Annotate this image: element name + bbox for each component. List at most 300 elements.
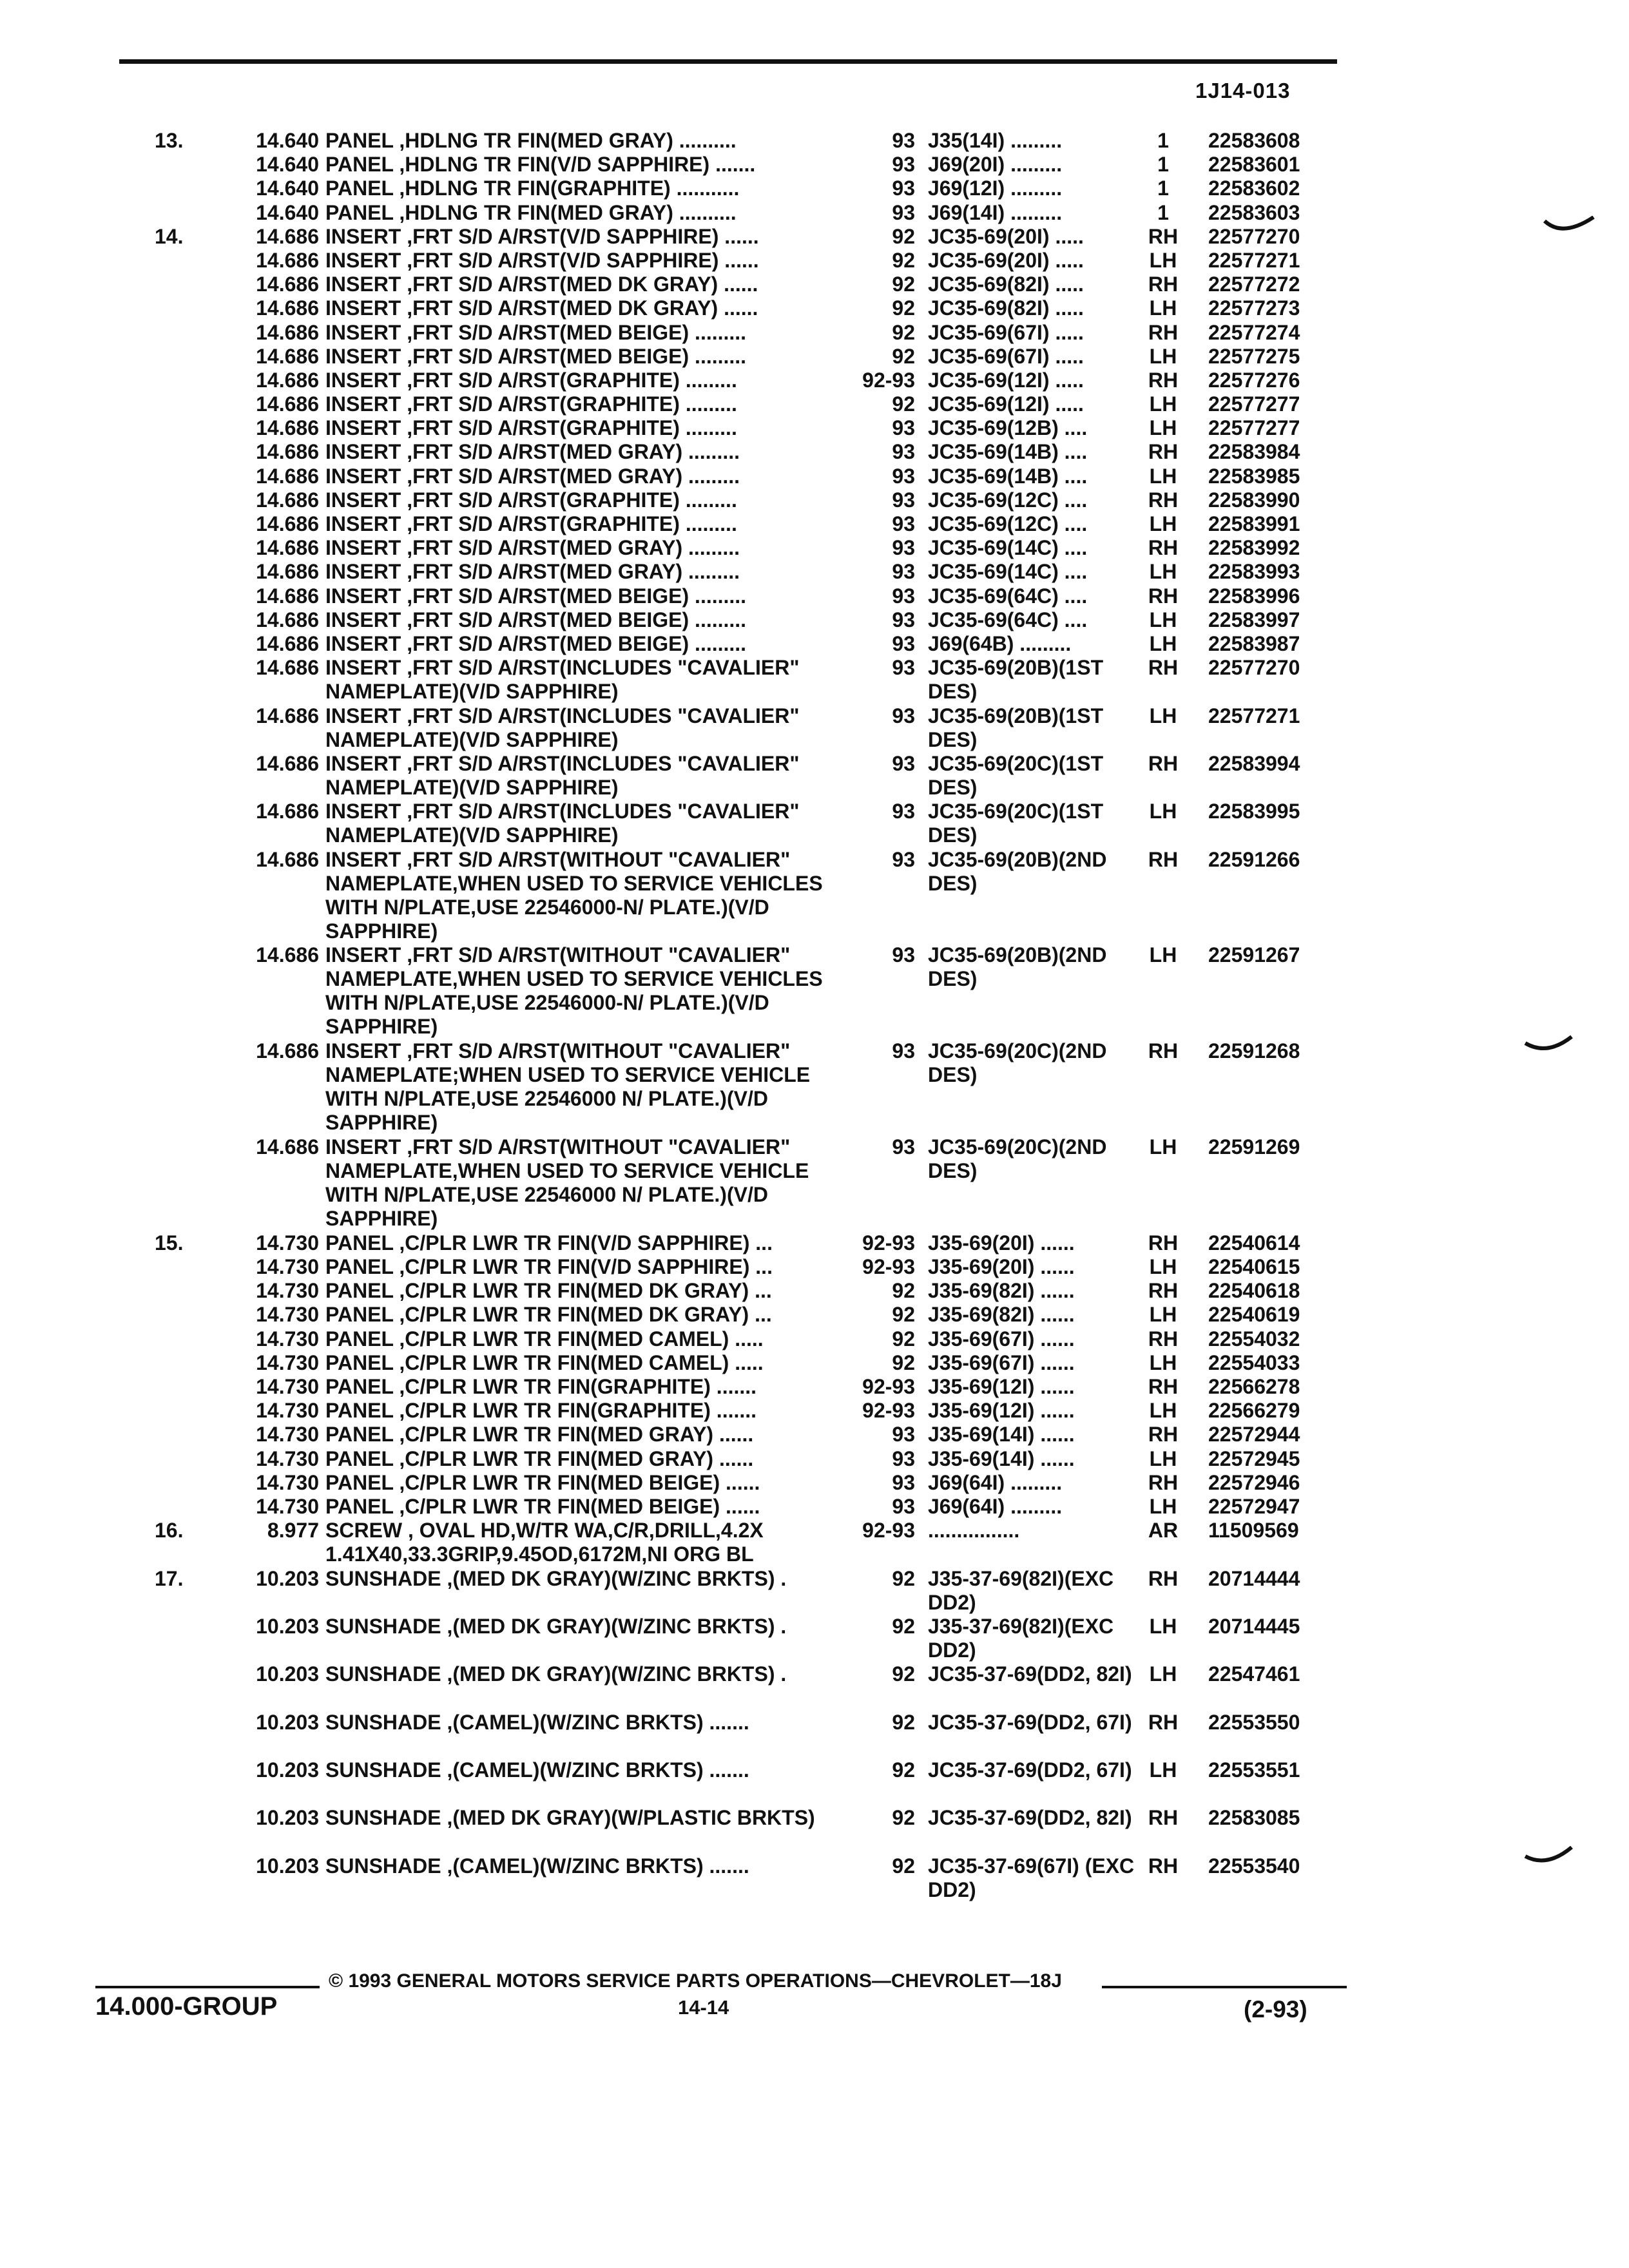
- part-number: 22583603: [1208, 200, 1300, 224]
- model-code: JC35-69(82I) .....: [928, 296, 1084, 320]
- group-number: 14.730: [256, 1231, 319, 1254]
- part-number: 22577270: [1208, 656, 1300, 680]
- table-row: [0, 1255, 1629, 1279]
- part-number: 22577271: [1208, 704, 1300, 727]
- part-description: SCREW , OVAL HD,W/TR WA,C/R,DRILL,4.2X 1.41X40,33.3GRIP,9.45OD,6172M,NI ORG BL: [325, 1519, 764, 1566]
- group-number: 14.730: [256, 1494, 319, 1518]
- part-number: 22583992: [1208, 536, 1300, 560]
- model-code: JC35-69(20B)(1ST DES): [928, 704, 1104, 751]
- part-number: 22591266: [1208, 847, 1300, 871]
- model-year: 93: [892, 1446, 915, 1470]
- table-row: [0, 1662, 1629, 1710]
- group-number: 14.686: [256, 1135, 319, 1159]
- quantity-side: LH: [1149, 1614, 1177, 1638]
- group-number: 14.640: [256, 129, 319, 152]
- part-number: 22591268: [1208, 1039, 1300, 1063]
- table-row: [0, 1471, 1629, 1495]
- model-year: 92: [892, 392, 915, 416]
- group-number: 14.730: [256, 1375, 319, 1398]
- quantity-side: RH: [1148, 536, 1179, 560]
- model-code: J35-69(12I) ......: [928, 1375, 1075, 1398]
- model-code: JC35-37-69(DD2, 67I): [928, 1710, 1132, 1734]
- quantity-side: RH: [1148, 488, 1179, 512]
- model-code: JC35-69(20C)(1ST DES): [928, 751, 1104, 799]
- part-number: 22540618: [1208, 1279, 1300, 1303]
- item-ref-number: 15.: [155, 1231, 184, 1254]
- model-code: JC35-69(20B)(2ND DES): [928, 943, 1107, 991]
- quantity-side: LH: [1149, 296, 1177, 320]
- model-code: J35-69(14I) ......: [928, 1423, 1075, 1446]
- model-code: JC35-69(14C) ....: [928, 560, 1088, 584]
- part-description: PANEL ,C/PLR LWR TR FIN(MED DK GRAY) ...: [325, 1279, 772, 1303]
- table-row: [0, 656, 1629, 704]
- quantity-side: LH: [1149, 1662, 1177, 1686]
- part-number: 20714444: [1208, 1566, 1300, 1590]
- table-row: [0, 608, 1629, 632]
- model-code: JC35-69(14B) ....: [928, 464, 1088, 488]
- table-row: [0, 1447, 1629, 1471]
- quantity-side: RH: [1148, 320, 1179, 344]
- model-code: JC35-69(67I) .....: [928, 344, 1084, 368]
- model-year: 93: [892, 177, 915, 200]
- part-description: SUNSHADE ,(CAMEL)(W/ZINC BRKTS) .......: [325, 1854, 749, 1878]
- table-row: [0, 943, 1629, 1039]
- group-number: 14.686: [256, 224, 319, 248]
- part-description: INSERT ,FRT S/D A/RST(GRAPHITE) .........: [325, 512, 737, 535]
- model-year: 92: [892, 1710, 915, 1734]
- part-description: INSERT ,FRT S/D A/RST(INCLUDES "CAVALIER" NAMEPLATE)(V/D SAPPHIRE): [325, 704, 800, 751]
- model-year: 93: [892, 129, 915, 152]
- model-year: 92-93: [862, 1519, 915, 1542]
- part-description: PANEL ,C/PLR LWR TR FIN(V/D SAPPHIRE) ...: [325, 1231, 773, 1254]
- page-number: 14-14: [678, 1996, 729, 2019]
- quantity-side: LH: [1149, 608, 1177, 631]
- part-description: INSERT ,FRT S/D A/RST(WITHOUT "CAVALIER" NAMEPLATE;WHEN USED TO SERVICE VEHICLE WITH N/PLATE,USE 22546000 N/ PLATE.)(V/D SAPPHIRE): [325, 1039, 811, 1135]
- part-number: 22583608: [1208, 129, 1300, 152]
- quantity-side: RH: [1148, 1375, 1179, 1398]
- part-description: INSERT ,FRT S/D A/RST(MED GRAY) .........: [325, 560, 740, 584]
- group-number: 14.640: [256, 177, 319, 200]
- part-number: 22540614: [1208, 1231, 1300, 1254]
- part-description: PANEL ,C/PLR LWR TR FIN(MED CAMEL) .....: [325, 1350, 764, 1374]
- model-year: 93: [892, 512, 915, 535]
- table-row: [0, 1615, 1629, 1662]
- table-row: [0, 296, 1629, 320]
- group-number: 14.686: [256, 248, 319, 272]
- table-row: [0, 752, 1629, 800]
- part-description: PANEL ,HDLNG TR FIN(MED GRAY) ..........: [325, 129, 737, 152]
- model-year: 93: [892, 584, 915, 608]
- quantity-side: RH: [1148, 1566, 1179, 1590]
- group-number: 14.686: [256, 320, 319, 344]
- model-code: JC35-69(67I) .....: [928, 320, 1084, 344]
- group-number: 14.686: [256, 1039, 319, 1063]
- part-number: 22540619: [1208, 1303, 1300, 1327]
- table-row: [0, 1231, 1629, 1255]
- part-number: 22553540: [1208, 1854, 1300, 1878]
- part-number: 20714445: [1208, 1614, 1300, 1638]
- model-year: 93: [892, 1135, 915, 1159]
- table-row: [0, 345, 1629, 369]
- date-code: (2-93): [1244, 1996, 1307, 2023]
- part-description: SUNSHADE ,(MED DK GRAY)(W/ZINC BRKTS) .: [325, 1662, 787, 1686]
- group-number: 14.686: [256, 296, 319, 320]
- model-code: J35-69(20I) ......: [928, 1255, 1075, 1279]
- quantity-side: 1: [1157, 153, 1169, 177]
- model-code: J35-37-69(82I)(EXC DD2): [928, 1614, 1114, 1662]
- model-code: JC35-37-69(DD2, 82I): [928, 1806, 1132, 1830]
- model-code: JC35-37-69(DD2, 82I): [928, 1662, 1132, 1686]
- table-row: [0, 1375, 1629, 1399]
- model-code: J69(64I) .........: [928, 1470, 1063, 1494]
- model-year: 93: [892, 560, 915, 584]
- model-year: 93: [892, 656, 915, 680]
- model-code: J35-37-69(82I)(EXC DD2): [928, 1566, 1114, 1614]
- table-row: [0, 1854, 1629, 1902]
- group-number: 14.686: [256, 943, 319, 967]
- model-year: 92: [892, 296, 915, 320]
- table-row: [0, 177, 1629, 200]
- part-description: PANEL ,C/PLR LWR TR FIN(MED BEIGE) ......: [325, 1494, 760, 1518]
- part-description: PANEL ,HDLNG TR FIN(GRAPHITE) ...........: [325, 177, 740, 200]
- part-number: 22547461: [1208, 1662, 1300, 1686]
- quantity-side: RH: [1148, 224, 1179, 248]
- quantity-side: RH: [1148, 273, 1179, 296]
- footer-rule-left: [95, 1986, 320, 1988]
- model-year: 93: [892, 1423, 915, 1446]
- model-code: JC35-37-69(67I) (EXC DD2): [928, 1854, 1135, 1901]
- part-description: INSERT ,FRT S/D A/RST(V/D SAPPHIRE) ......: [325, 224, 759, 248]
- quantity-side: LH: [1149, 1758, 1177, 1782]
- quantity-side: RH: [1148, 1470, 1179, 1494]
- group-number: 14.686: [256, 536, 319, 560]
- part-number: 22583997: [1208, 608, 1300, 631]
- model-code: JC35-69(82I) .....: [928, 273, 1084, 296]
- group-number: 14.730: [256, 1279, 319, 1303]
- model-code: ................: [928, 1519, 1020, 1542]
- part-description: SUNSHADE ,(MED DK GRAY)(W/PLASTIC BRKTS): [325, 1806, 815, 1830]
- quantity-side: RH: [1148, 847, 1179, 871]
- quantity-side: LH: [1149, 512, 1177, 535]
- table-row: [0, 321, 1629, 345]
- item-ref-number: 17.: [155, 1566, 184, 1590]
- table-row: [0, 416, 1629, 440]
- model-code: JC35-37-69(DD2, 67I): [928, 1758, 1132, 1782]
- model-year: 93: [892, 631, 915, 655]
- model-code: J69(64I) .........: [928, 1494, 1063, 1518]
- quantity-side: 1: [1157, 200, 1169, 224]
- table-row: [0, 1806, 1629, 1854]
- model-year: 92: [892, 273, 915, 296]
- model-year: 93: [892, 943, 915, 967]
- part-description: PANEL ,HDLNG TR FIN(MED GRAY) ..........: [325, 200, 737, 224]
- quantity-side: LH: [1149, 344, 1177, 368]
- group-number: 14.686: [256, 656, 319, 680]
- part-description: INSERT ,FRT S/D A/RST(MED BEIGE) .........: [325, 608, 747, 631]
- part-description: PANEL ,C/PLR LWR TR FIN(MED BEIGE) ......: [325, 1470, 760, 1494]
- margin-tick-icon: [1524, 1846, 1576, 1872]
- quantity-side: LH: [1149, 1399, 1177, 1423]
- part-description: INSERT ,FRT S/D A/RST(MED BEIGE) .........: [325, 320, 747, 344]
- group-number: 10.203: [256, 1710, 319, 1734]
- quantity-side: RH: [1148, 1854, 1179, 1878]
- model-code: J35-69(20I) ......: [928, 1231, 1075, 1254]
- group-number: 14.686: [256, 704, 319, 727]
- table-row: [0, 1519, 1629, 1566]
- model-year: 92: [892, 1614, 915, 1638]
- table-row: [0, 249, 1629, 273]
- group-number: 14.640: [256, 200, 319, 224]
- model-year: 92: [892, 344, 915, 368]
- quantity-side: LH: [1149, 1303, 1177, 1327]
- part-description: PANEL ,C/PLR LWR TR FIN(MED CAMEL) .....: [325, 1327, 764, 1350]
- table-row: [0, 1351, 1629, 1375]
- quantity-side: LH: [1149, 800, 1177, 823]
- part-description: PANEL ,C/PLR LWR TR FIN(GRAPHITE) .......: [325, 1399, 757, 1423]
- model-code: J69(12I) .........: [928, 177, 1063, 200]
- footer-rule-right: [1102, 1986, 1347, 1988]
- part-description: SUNSHADE ,(MED DK GRAY)(W/ZINC BRKTS) .: [325, 1614, 787, 1638]
- table-row: [0, 369, 1629, 392]
- table-row: [0, 1135, 1629, 1231]
- quantity-side: RH: [1148, 656, 1179, 680]
- group-number: 14.730: [256, 1399, 319, 1423]
- table-row: [0, 273, 1629, 296]
- group-number: 14.686: [256, 440, 319, 464]
- group-number: 10.203: [256, 1662, 319, 1686]
- part-description: INSERT ,FRT S/D A/RST(MED BEIGE) .........: [325, 584, 747, 608]
- part-description: INSERT ,FRT S/D A/RST(WITHOUT "CAVALIER" NAMEPLATE,WHEN USED TO SERVICE VEHICLE WITH N/PLATE,USE 22546000 N/ PLATE.)(V/D SAPPHIRE): [325, 1135, 809, 1231]
- part-number: 22553551: [1208, 1758, 1300, 1782]
- group-number: 14.686: [256, 847, 319, 871]
- part-description: INSERT ,FRT S/D A/RST(WITHOUT "CAVALIER" NAMEPLATE,WHEN USED TO SERVICE VEHICLES WITH N/PLATE,USE 22546000-N/ PLATE.)(V/D SAPPHIRE): [325, 847, 823, 943]
- group-number: 14.686: [256, 560, 319, 584]
- quantity-side: LH: [1149, 943, 1177, 967]
- table-row: [0, 488, 1629, 512]
- part-description: PANEL ,HDLNG TR FIN(V/D SAPPHIRE) .......: [325, 153, 756, 177]
- part-description: PANEL ,C/PLR LWR TR FIN(V/D SAPPHIRE) ...: [325, 1255, 773, 1279]
- model-code: JC35-69(14B) ....: [928, 440, 1088, 464]
- table-row: [0, 848, 1629, 944]
- part-number: 22577272: [1208, 273, 1300, 296]
- quantity-side: LH: [1149, 1135, 1177, 1159]
- model-code: J35-69(67I) ......: [928, 1350, 1075, 1374]
- model-year: 92: [892, 320, 915, 344]
- model-year: 92: [892, 1758, 915, 1782]
- model-year: 93: [892, 704, 915, 727]
- part-number: 22583990: [1208, 488, 1300, 512]
- model-year: 92: [892, 1327, 915, 1350]
- quantity-side: LH: [1149, 1494, 1177, 1518]
- part-description: INSERT ,FRT S/D A/RST(INCLUDES "CAVALIER" NAMEPLATE)(V/D SAPPHIRE): [325, 656, 800, 704]
- part-number: 22554032: [1208, 1327, 1300, 1350]
- model-code: JC35-69(20I) .....: [928, 248, 1084, 272]
- part-description: INSERT ,FRT S/D A/RST(MED GRAY) .........: [325, 464, 740, 488]
- model-year: 92: [892, 1279, 915, 1303]
- part-description: INSERT ,FRT S/D A/RST(MED DK GRAY) ......: [325, 273, 758, 296]
- part-description: PANEL ,C/PLR LWR TR FIN(MED DK GRAY) ...: [325, 1303, 772, 1327]
- model-year: 93: [892, 608, 915, 631]
- copyright-text: © 1993 GENERAL MOTORS SERVICE PARTS OPERATIONS—CHEVROLET—18J: [329, 1970, 1062, 1992]
- table-row: [0, 465, 1629, 488]
- model-code: J35-69(82I) ......: [928, 1279, 1075, 1303]
- table-row: [0, 1399, 1629, 1423]
- model-code: JC35-69(12I) .....: [928, 392, 1084, 416]
- model-year: 92: [892, 1350, 915, 1374]
- margin-tick-icon: [1524, 1034, 1576, 1060]
- group-number: 14.730: [256, 1303, 319, 1327]
- model-year: 92: [892, 1566, 915, 1590]
- model-year: 93: [892, 536, 915, 560]
- part-number: 22572944: [1208, 1423, 1300, 1446]
- group-number: 10.203: [256, 1614, 319, 1638]
- part-number: 22583602: [1208, 177, 1300, 200]
- table-row: [0, 536, 1629, 560]
- quantity-side: RH: [1148, 751, 1179, 775]
- table-row: [0, 1279, 1629, 1303]
- part-description: INSERT ,FRT S/D A/RST(MED GRAY) .........: [325, 536, 740, 560]
- model-year: 93: [892, 751, 915, 775]
- quantity-side: RH: [1148, 1710, 1179, 1734]
- quantity-side: LH: [1149, 560, 1177, 584]
- model-year: 93: [892, 800, 915, 823]
- model-year: 92: [892, 224, 915, 248]
- part-number: 22540615: [1208, 1255, 1300, 1279]
- part-number: 22583085: [1208, 1806, 1300, 1830]
- item-ref-number: 14.: [155, 224, 184, 248]
- part-number: 22583996: [1208, 584, 1300, 608]
- quantity-side: LH: [1149, 392, 1177, 416]
- quantity-side: RH: [1148, 368, 1179, 392]
- group-number: 14.686: [256, 608, 319, 631]
- part-description: INSERT ,FRT S/D A/RST(MED GRAY) .........: [325, 440, 740, 464]
- part-number: 22577277: [1208, 416, 1300, 440]
- model-code: JC35-69(20B)(1ST DES): [928, 656, 1104, 704]
- part-number: 22583991: [1208, 512, 1300, 535]
- table-row: [0, 440, 1629, 464]
- group-number: 10.203: [256, 1806, 319, 1830]
- model-code: J35-69(14I) ......: [928, 1446, 1075, 1470]
- quantity-side: RH: [1148, 1279, 1179, 1303]
- table-row: [0, 704, 1629, 752]
- model-code: JC35-69(12C) ....: [928, 512, 1088, 535]
- model-year: 92-93: [862, 1255, 915, 1279]
- model-year: 93: [892, 847, 915, 871]
- part-description: INSERT ,FRT S/D A/RST(GRAPHITE) .........: [325, 392, 737, 416]
- part-number: 22566278: [1208, 1375, 1300, 1398]
- model-year: 92-93: [862, 1231, 915, 1254]
- part-number: 22591269: [1208, 1135, 1300, 1159]
- group-number: 14.686: [256, 416, 319, 440]
- group-number: 14.730: [256, 1470, 319, 1494]
- group-number: 14.730: [256, 1350, 319, 1374]
- quantity-side: RH: [1148, 440, 1179, 464]
- model-year: 93: [892, 440, 915, 464]
- group-number: 14.686: [256, 368, 319, 392]
- model-year: 92: [892, 1662, 915, 1686]
- quantity-side: LH: [1149, 1446, 1177, 1470]
- group-label: 14.000-GROUP: [95, 1992, 278, 2021]
- quantity-side: 1: [1157, 129, 1169, 152]
- table-row: [0, 632, 1629, 656]
- quantity-side: RH: [1148, 1039, 1179, 1063]
- part-number: 22577274: [1208, 320, 1300, 344]
- table-row: [0, 201, 1629, 225]
- model-year: 92: [892, 1303, 915, 1327]
- part-description: PANEL ,C/PLR LWR TR FIN(MED GRAY) ......: [325, 1423, 754, 1446]
- part-number: 22577273: [1208, 296, 1300, 320]
- part-number: 22583984: [1208, 440, 1300, 464]
- part-description: INSERT ,FRT S/D A/RST(INCLUDES "CAVALIER" NAMEPLATE)(V/D SAPPHIRE): [325, 751, 800, 799]
- part-description: INSERT ,FRT S/D A/RST(V/D SAPPHIRE) ......: [325, 248, 759, 272]
- table-row: [0, 800, 1629, 847]
- part-number: 22577275: [1208, 344, 1300, 368]
- quantity-side: 1: [1157, 177, 1169, 200]
- model-year: 93: [892, 1039, 915, 1063]
- group-number: 14.640: [256, 153, 319, 177]
- part-number: 22583993: [1208, 560, 1300, 584]
- group-number: 8.977: [267, 1519, 319, 1542]
- part-number: 22577277: [1208, 392, 1300, 416]
- part-number: 22554033: [1208, 1350, 1300, 1374]
- quantity-side: LH: [1149, 416, 1177, 440]
- model-year: 92-93: [862, 368, 915, 392]
- table-row: [0, 584, 1629, 608]
- part-number: 22577271: [1208, 248, 1300, 272]
- part-description: INSERT ,FRT S/D A/RST(GRAPHITE) .........: [325, 416, 737, 440]
- part-number: 22572945: [1208, 1446, 1300, 1470]
- model-code: JC35-69(14C) ....: [928, 536, 1088, 560]
- quantity-side: LH: [1149, 248, 1177, 272]
- part-number: 22572947: [1208, 1494, 1300, 1518]
- part-number: 22583995: [1208, 800, 1300, 823]
- table-row: [0, 1303, 1629, 1327]
- table-row: [0, 560, 1629, 584]
- item-ref-number: 16.: [155, 1519, 184, 1542]
- table-row: [0, 392, 1629, 416]
- table-row: [0, 225, 1629, 249]
- group-number: 14.686: [256, 631, 319, 655]
- part-number: 22566279: [1208, 1399, 1300, 1423]
- model-code: JC35-69(20C)(1ST DES): [928, 800, 1104, 847]
- margin-tick-icon: [1543, 216, 1595, 242]
- model-year: 93: [892, 153, 915, 177]
- table-row: [0, 153, 1629, 177]
- group-number: 14.686: [256, 512, 319, 535]
- table-row: [0, 1039, 1629, 1135]
- part-number: 22583987: [1208, 631, 1300, 655]
- group-number: 14.730: [256, 1423, 319, 1446]
- part-description: INSERT ,FRT S/D A/RST(MED BEIGE) .........: [325, 344, 747, 368]
- model-code: J35-69(12I) ......: [928, 1399, 1075, 1423]
- parts-table: [0, 129, 1629, 1902]
- group-number: 14.730: [256, 1327, 319, 1350]
- page-id: 1J14-013: [1195, 79, 1291, 102]
- item-ref-number: 13.: [155, 129, 184, 152]
- model-code: JC35-69(20C)(2ND DES): [928, 1135, 1107, 1183]
- quantity-side: LH: [1149, 704, 1177, 727]
- group-number: 14.686: [256, 344, 319, 368]
- model-year: 92: [892, 1806, 915, 1830]
- quantity-side: RH: [1148, 1806, 1179, 1830]
- table-row: [0, 1758, 1629, 1806]
- part-description: PANEL ,C/PLR LWR TR FIN(MED GRAY) ......: [325, 1446, 754, 1470]
- model-code: JC35-69(64C) ....: [928, 608, 1088, 631]
- part-description: SUNSHADE ,(MED DK GRAY)(W/ZINC BRKTS) .: [325, 1566, 787, 1590]
- part-description: PANEL ,C/PLR LWR TR FIN(GRAPHITE) .......: [325, 1375, 757, 1398]
- model-code: JC35-69(64C) ....: [928, 584, 1088, 608]
- part-number: 22583601: [1208, 153, 1300, 177]
